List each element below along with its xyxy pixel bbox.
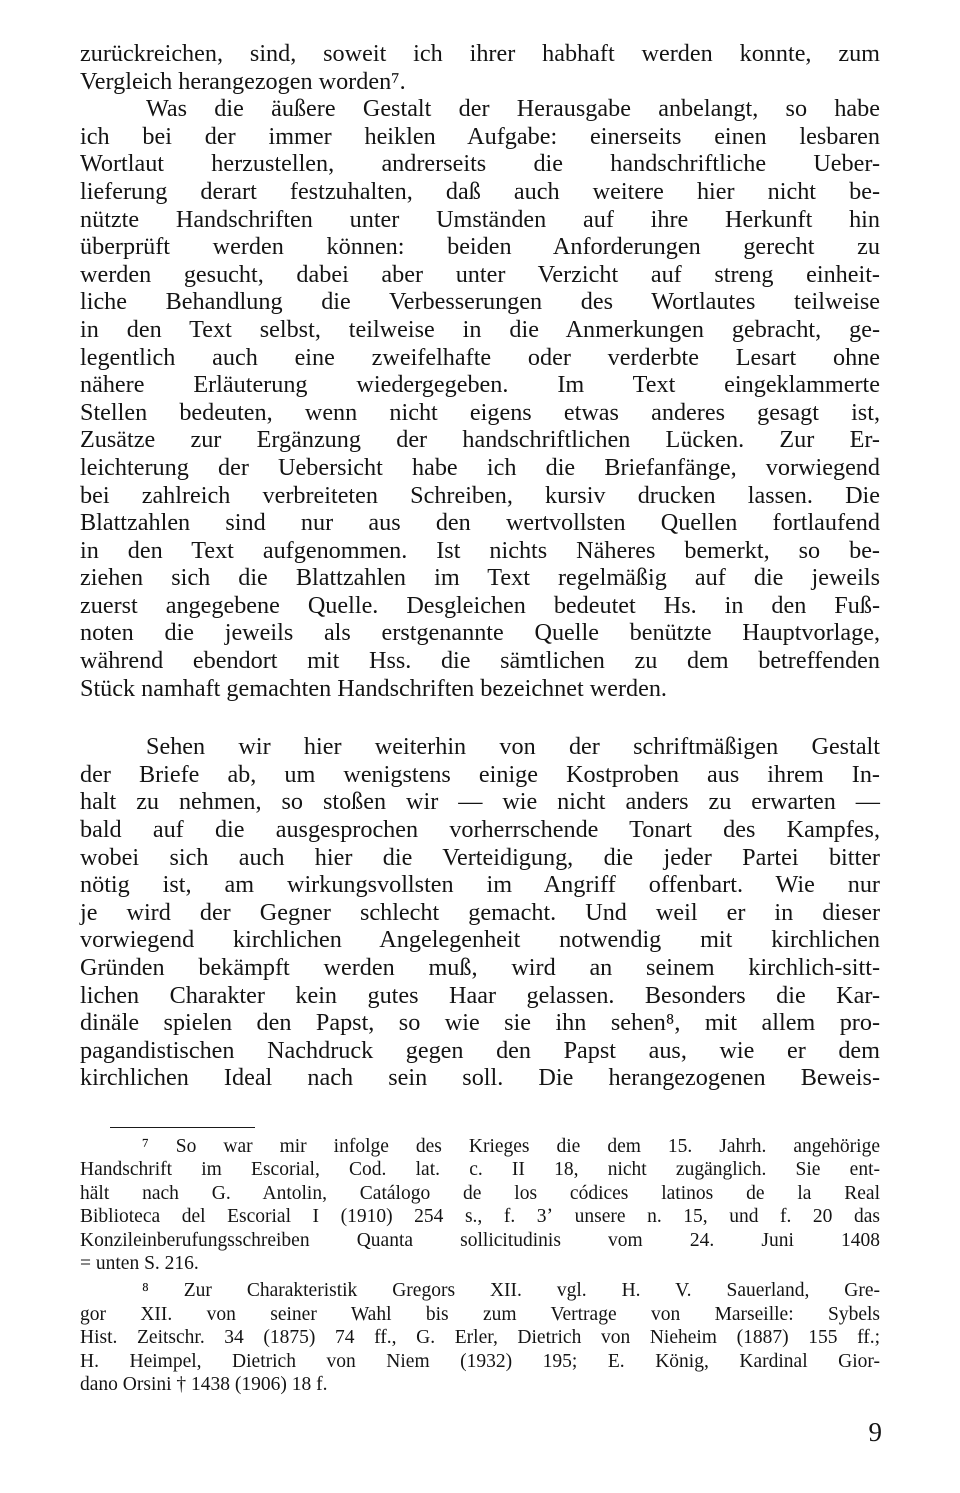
text-line: lieferung derart festzuhalten, daß auch weitere hier nicht be- xyxy=(80,177,880,205)
text-line: Was die äußere Gestalt der Herausgabe anbelangt, so habe xyxy=(146,95,880,123)
text-line: noten die jeweils als erstgenannte Quelle benützte Hauptvorlage, xyxy=(80,619,880,647)
footnote-line: Biblioteca del Escorial I (1910) 254 s., f. 3ʼ unsere n. 15, und f. 20 das xyxy=(80,1206,880,1228)
text-line: zurückreichen, sind, soweit ich ihrer habhaft werden konnte, zum xyxy=(80,40,880,67)
paragraph-gap xyxy=(80,702,880,733)
text-line: dinäle spielen den Papst, so wie sie ihn sehen⁸, mit allem pro- xyxy=(80,1009,880,1037)
text-line: Zusätze zur Ergänzung der handschriftlichen Lücken. Zur Er- xyxy=(80,426,880,454)
text-line: überprüft werden können: beiden Anforderungen gerecht zu xyxy=(80,233,880,261)
footnote-line: dano Orsini † 1438 (1906) 18 f. xyxy=(80,1373,328,1395)
text-line: Vergleich herangezogen worden⁷. xyxy=(80,67,406,95)
text-line: halt zu nehmen, so stoßen wir — wie nicht anders zu erwarten — xyxy=(80,788,880,816)
text-line: kirchlichen Ideal nach sein soll. Die herangezogenen Beweis- xyxy=(80,1064,880,1092)
text-line: zuerst angegebene Quelle. Desgleichen bedeutet Hs. in den Fuß- xyxy=(80,591,880,619)
footnote-line: Konzileinberufungsschreiben Quanta sollicitudinis vom 24. Juni 1408 xyxy=(80,1229,880,1251)
text-line: bei zahlreich verbreiteten Schreiben, kursiv drucken lassen. Die xyxy=(80,481,880,509)
text-line: Blattzahlen sind nur aus den wertvollsten Quellen fortlaufend xyxy=(80,509,880,537)
text-line: liche Behandlung die Verbesserungen des Wortlautes teilweise xyxy=(80,288,880,316)
text-line: pagandistischen Nachdruck gegen den Papst aus, wie er dem xyxy=(80,1036,880,1064)
text-line: leichterung der Uebersicht habe ich die Briefanfänge, vorwiegend xyxy=(80,453,880,481)
text-line: werden gesucht, dabei aber unter Verzicht auf streng einheit- xyxy=(80,260,880,288)
text-line: Stück namhaft gemachten Handschriften bezeichnet werden. xyxy=(80,674,667,702)
text-line: während ebendort mit Hss. die sämtlichen zu dem betreffenden xyxy=(80,647,880,675)
text-line: je wird der Gegner schlecht gemacht. Und weil er in dieser xyxy=(80,898,880,926)
footnote-separator xyxy=(110,1127,255,1128)
text-line: in den Text selbst, teilweise in die Anmerkungen gebracht, ge- xyxy=(80,315,880,343)
text-line: Sehen wir hier weiterhin von der schriftmäßigen Gestalt xyxy=(146,733,880,761)
text-line: Stellen bedeuten, wenn nicht eigens etwas anderes gesagt ist, xyxy=(80,398,880,426)
text-line: Wortlaut herzustellen, andrerseits die handschriftliche Ueber- xyxy=(80,150,880,178)
footnote-line: = unten S. 216. xyxy=(80,1252,199,1274)
footnote-line: ⁷ So war mir infolge des Krieges die dem 15. Jahrh. angehörige xyxy=(142,1136,880,1157)
text-line: wobei sich auch hier die Verteidigung, die jeder Partei bitter xyxy=(80,843,880,871)
page-number: 9 xyxy=(868,1417,882,1447)
footnote-line: H. Heimpel, Dietrich von Niem (1932) 195; E. König, Kardinal Gior- xyxy=(80,1350,880,1372)
text-line: in den Text aufgenommen. Ist nichts Näheres bemerkt, so be- xyxy=(80,536,880,564)
footnote-line: Hist. Zeitschr. 34 (1875) 74 ff., G. Erler, Dietrich von Nieheim (1887) 155 ff.; xyxy=(80,1327,880,1349)
text-line: legentlich auch eine zweifelhafte oder verderbte Lesart ohne xyxy=(80,343,880,371)
text-line: ziehen sich die Blattzahlen im Text regelmäßig auf die jeweils xyxy=(80,564,880,592)
body-text xyxy=(80,40,880,1092)
text-line: ich bei der immer heiklen Aufgabe: einerseits einen lesbaren xyxy=(80,122,880,150)
footnote-line: ⁸ Zur Charakteristik Gregors XII. vgl. H. V. Sauerland, Gre- xyxy=(142,1280,880,1302)
footnote-line: Handschrift im Escorial, Cod. lat. c. II 18, nicht zugänglich. Sie ent- xyxy=(80,1159,880,1181)
footnotes xyxy=(80,1135,880,1396)
text-line: bald auf die ausgesprochen vorherrschende Tonart des Kampfes, xyxy=(80,816,880,844)
text-line: nützte Handschriften unter Umständen auf ihre Herkunft hin xyxy=(80,205,880,233)
footnote-line: gor XII. von seiner Wahl bis zum Vertrage von Marseille: Sybels xyxy=(80,1303,880,1325)
footnote-line: hält nach G. Antolin, Catálogo de los códices latinos de la Real xyxy=(80,1182,880,1204)
text-line: nähere Erläuterung wiedergegeben. Im Text eingeklammerte xyxy=(80,371,880,399)
text-line: lichen Charakter kein gutes Haar gelassen. Besonders die Kar- xyxy=(80,981,880,1009)
text-line: nötig ist, am wirkungsvollsten im Angriff offenbart. Wie nur xyxy=(80,871,880,899)
text-line: vorwiegend kirchlichen Angelegenheit notwendig mit kirchlichen xyxy=(80,926,880,954)
text-line: Gründen bekämpft werden muß, wird an seinem kirchlich-sitt- xyxy=(80,954,880,981)
text-line: der Briefe ab, um wenigstens einige Kostproben aus ihrem In- xyxy=(80,760,880,788)
